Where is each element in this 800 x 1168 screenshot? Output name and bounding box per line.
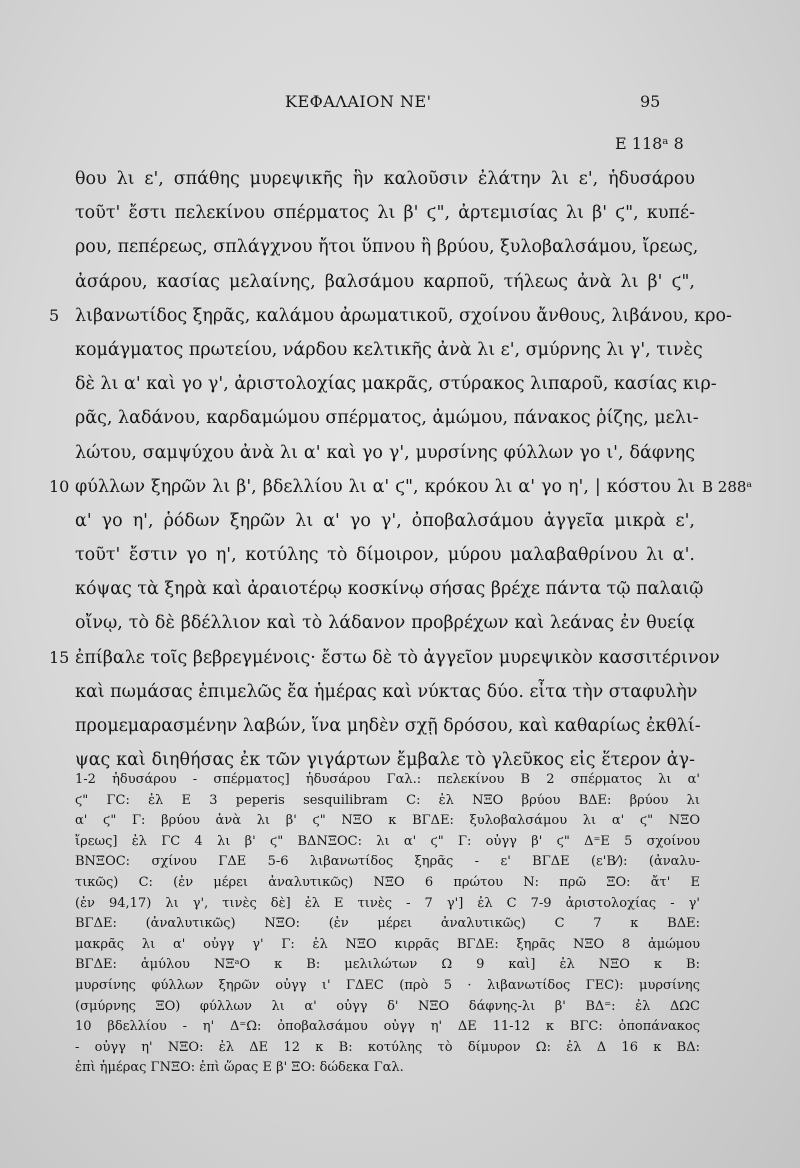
line-number: 5 bbox=[49, 305, 60, 325]
apparatus-line: ΒΓΔΕ: ἀμύλου ΝΞᵃΟ κ Β: μελιλώτων Ω 9 καὶ] ἐλ ΝΞΟ κ Β: bbox=[75, 957, 700, 973]
text-line bbox=[0, 367, 800, 401]
main-text bbox=[0, 162, 800, 777]
apparatus-line: μακρᾶς λι α' οὐγγ γ' Γ: ἐλ ΝΞΟ κιρρᾶς ΒΓΔΕ: ξηρᾶς ΝΞΟ 8 ἀμώμου bbox=[75, 936, 700, 952]
text-line bbox=[0, 709, 800, 743]
text-line bbox=[0, 641, 800, 675]
margin-reference: B 288ᵃ bbox=[702, 477, 753, 496]
line-text: ρου, πεπέρεως, σπλάγχνου ἤτοι ὕπνου ἢ βρύου, ξυλοβαλσάμου, ἴρεως, bbox=[75, 237, 699, 258]
apparatus-line: τικῶς) C: (ἐν μέρει ἀναλυτικῶς) ΝΞΟ 6 πρώτου Ν: πρῶ ΞΟ: ἄτ' Ε bbox=[75, 874, 700, 890]
apparatus-line: ΒΝΞΟC: σχίνου ΓΔΕ 5-6 λιβανωτίδος ξηρᾶς - ε' ΒΓΔΕ (ε'Β⁄): (ἀναλυ- bbox=[75, 854, 700, 870]
line-text: καὶ πωμάσας ἐπιμελῶς ἔα ἡμέρας καὶ νύκτας δύο. εἶτα τὴν σταφυλὴν bbox=[75, 681, 698, 702]
line-text: λώτου, σαμψύχου ἀνὰ λι α' καὶ γο γ', μυρσίνης φύλλων γο ι', δάφνης bbox=[75, 442, 695, 463]
apparatus-line: ϛ" ΓC: ἐλ E 3 peperis sesquilibram C: ἐλ ΝΞΟ βρύου ΒΔΕ: βρύου λι bbox=[75, 792, 700, 808]
line-text: τοῦτ' ἔστι πελεκίνου σπέρματος λι β' ϛ", ἀρτεμισίας λι β' ϛ", κυπέ- bbox=[75, 203, 695, 224]
line-text: κομάγματος πρωτείου, νάρδου κελτικῆς ἀνὰ λι ε', σμύρνης λι γ', τινὲς bbox=[75, 339, 703, 360]
line-text: φύλλων ξηρῶν λι β', βδελλίου λι α' ϛ", κρόκου λι α' γο η', | κόστου λι bbox=[75, 476, 695, 497]
apparatus-line: (ἐν 94,17) λι γ', τινὲς δὲ] ἐλ Ε τινὲς - 7 γ'] ἐλ C 7-9 ἀριστολοχίας - γ' bbox=[75, 895, 700, 911]
apparatus-line: μυρσίνης φύλλων ξηρῶν οὐγγ ι' ΓΔΕC (πρὸ 5 · λιβανωτίδος ΓΕC): μυρσίνης bbox=[75, 977, 700, 993]
text-line bbox=[0, 470, 800, 504]
text-line bbox=[0, 572, 800, 606]
line-text: κόψας τὰ ξηρὰ καὶ ἀραιοτέρῳ κοσκίνῳ σήσας βρέχε πάντα τῷ παλαιῷ bbox=[75, 579, 704, 600]
line-text: ἐπίβαλε τοῖς βεβρεγμένοις· ἔστω δὲ τὸ ἀγγεῖον μυρεψικὸν κασσιτέρινον bbox=[75, 647, 720, 668]
text-line bbox=[0, 230, 800, 264]
text-line bbox=[0, 436, 800, 470]
text-line bbox=[0, 333, 800, 367]
page-number: 95 bbox=[640, 92, 661, 111]
running-title: ΚΕΦΑΛΑΙΟΝ ΝΕ' bbox=[285, 92, 432, 111]
line-text: ψας καὶ διηθήσας ἐκ τῶν γιγάρτων ἔμβαλε τὸ γλεῦκος εἰς ἕτερον ἀγ- bbox=[75, 750, 695, 771]
apparatus-line: ΒΓΔΕ: (ἀναλυτικῶς) ΝΞΟ: (ἐν μέρει ἀναλυτικῶς) C 7 κ ΒΔΕ: bbox=[75, 916, 700, 932]
text-line bbox=[0, 162, 800, 196]
text-line bbox=[0, 299, 800, 333]
line-text: θου λι ε', σπάθης μυρεψικῆς ἣν καλοῦσιν ἐλάτην λι ε', ἡδυσάρου bbox=[75, 169, 695, 189]
apparatus-line: ἐπὶ ἡμέρας ΓΝΞΟ: ἐπὶ ὥρας Ε β' ΞΟ: δώδεκα Γαλ. bbox=[75, 1060, 404, 1076]
manuscript-reference: E 118ᵃ 8 bbox=[615, 134, 684, 153]
apparatus-line: α' ϛ" Γ: βρύου ἀνὰ λι β' ϛ" ΝΞΟ κ ΒΓΔΕ: ξυλοβαλσάμου λι α' ϛ" ΝΞΟ bbox=[75, 813, 700, 829]
apparatus-line: ἴρεως] ἐλ ΓC 4 λι β' ϛ" ΒΔΝΞΟC: λι α' ϛ" Γ: οὐγγ β' ϛ" Δ⁼Ε 5 σχοίνου bbox=[75, 833, 700, 849]
text-line bbox=[0, 675, 800, 709]
text-line bbox=[0, 265, 800, 299]
text-line bbox=[0, 606, 800, 640]
line-number: 15 bbox=[49, 647, 70, 667]
line-text: προμεμαρασμένην λαβών, ἵνα μηδὲν σχῇ δρόσου, καὶ καθαρίως ἐκθλί- bbox=[75, 716, 701, 736]
line-text: ρᾶς, λαδάνου, καρδαμώμου σπέρματος, ἀμώμου, πάνακος ῥίζης, μελι- bbox=[75, 408, 699, 429]
apparatus-line: 1-2 ἡδυσάρου - σπέρματος] ἡδυσάρου Γαλ.: πελεκίνου B 2 σπέρματος λι α' bbox=[75, 772, 700, 787]
page-header bbox=[0, 92, 800, 116]
line-text: οἴνῳ, τὸ δὲ βδέλλιον καὶ τὸ λάδανον προβρέχων καὶ λεάνας ἐν θυείᾳ bbox=[75, 613, 695, 634]
text-line bbox=[0, 538, 800, 572]
line-text: ἀσάρου, κασίας μελαίνης, βαλσάμου καρποῦ, τήλεως ἀνὰ λι β' ϛ", bbox=[75, 271, 695, 292]
line-text: α' γο η', ῥόδων ξηρῶν λι α' γο γ', ὀποβαλσάμου ἀγγεῖα μικρὰ ε', bbox=[75, 510, 695, 531]
apparatus-line: - οὐγγ η' ΝΞΟ: ἐλ ΔΕ 12 κ Β: κοτύλης τὸ δίμυρον Ω: ἐλ Δ 16 κ ΒΔ: bbox=[75, 1039, 700, 1055]
text-line bbox=[0, 504, 800, 538]
apparatus-line: (σμύρνης ΞΟ) φύλλων λι α' οὐγγ δ' ΝΞΟ δάφνης-λι β' ΒΔ⁼: ἐλ ΔΩC bbox=[75, 998, 700, 1014]
line-number: 10 bbox=[49, 476, 70, 496]
text-line bbox=[0, 401, 800, 435]
critical-apparatus bbox=[75, 770, 700, 1079]
apparatus-line: 10 βδελλίου - η' Δ⁼Ω: ὀποβαλσάμου οὐγγ η' ΔΕ 11-12 κ ΒΓC: ὀποπάνακος bbox=[75, 1019, 700, 1035]
line-text: τοῦτ' ἔστιν γο η', κοτύλης τὸ δίμοιρον, μύρου μαλαβαθρίνου λι α'. bbox=[75, 545, 695, 566]
text-line bbox=[0, 196, 800, 230]
line-text: δὲ λι α' καὶ γο γ', ἀριστολοχίας μακρᾶς, στύρακος λιπαροῦ, κασίας κιρ- bbox=[75, 374, 717, 395]
line-text: λιβανωτίδος ξηρᾶς, καλάμου ἀρωματικοῦ, σχοίνου ἄνθους, λιβάνου, κρο- bbox=[75, 305, 732, 326]
